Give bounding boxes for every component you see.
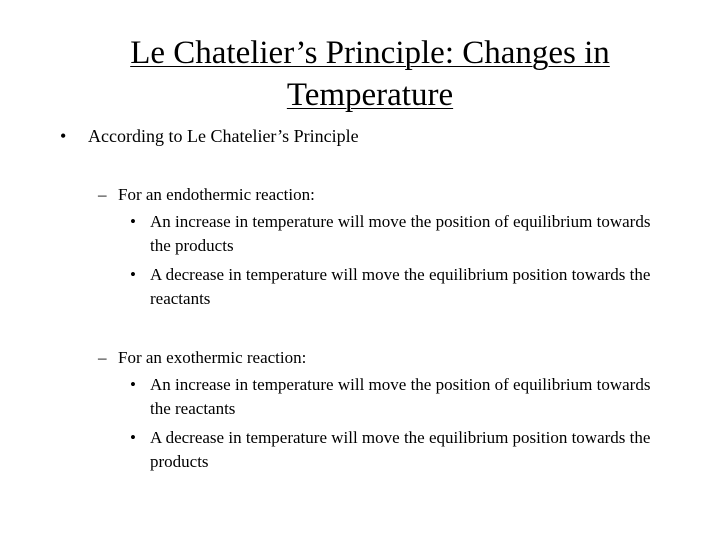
section-heading: For an exothermic reaction: — [118, 348, 307, 367]
item-text: A decrease in temperature will move the equilibrium position towards the products — [150, 428, 651, 471]
slide-title: Le Chatelier’s Principle: Changes in Temperature — [130, 35, 610, 113]
bullet-icon: • — [130, 265, 136, 284]
bullet-icon: • — [130, 212, 136, 231]
bullet-icon: • — [130, 375, 136, 394]
item-text: A decrease in temperature will move the equilibrium position towards the reactants — [150, 265, 651, 308]
section-heading: For an endothermic reaction: — [118, 185, 315, 204]
bullet-icon: • — [60, 126, 67, 146]
bullet-icon: • — [130, 428, 136, 447]
main-bullet-text: According to Le Chatelier’s Principle — [88, 126, 359, 146]
item-text: An increase in temperature will move the position of equilibrium towards the reactants — [150, 375, 651, 418]
dash-icon: – — [98, 185, 107, 204]
item-text: An increase in temperature will move the position of equilibrium towards the products — [150, 212, 651, 255]
dash-icon: – — [98, 348, 107, 367]
